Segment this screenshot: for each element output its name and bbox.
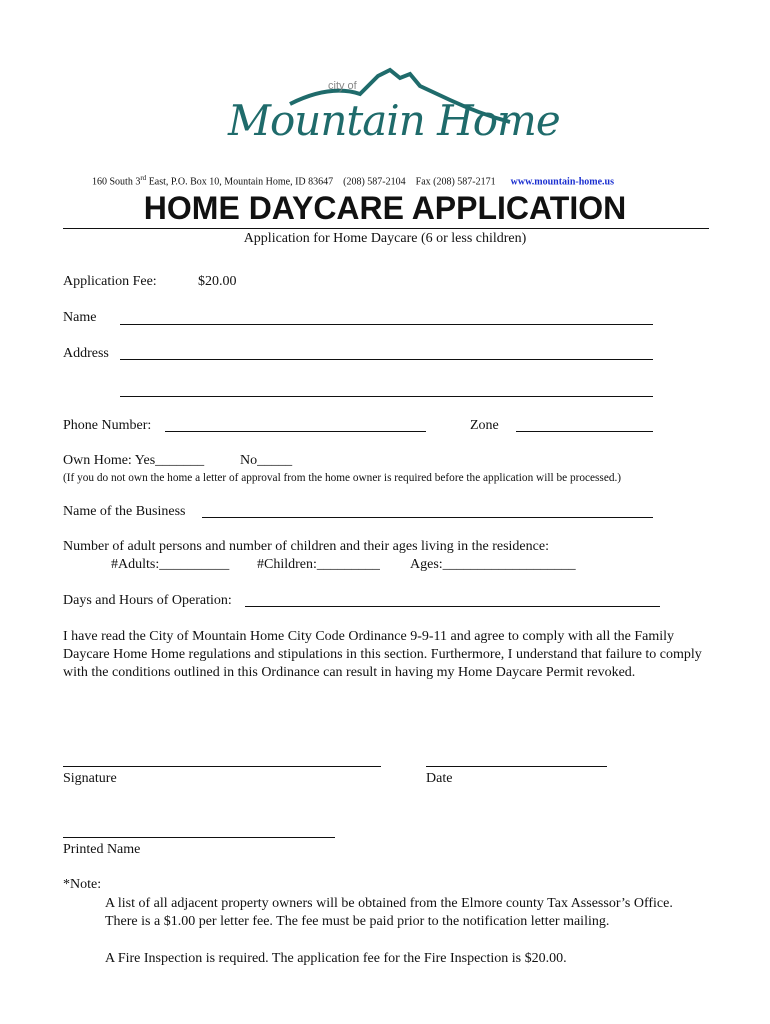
website-link[interactable]: www.mountain-home.us <box>510 176 614 188</box>
page-title: HOME DAYCARE APPLICATION <box>143 190 627 226</box>
phone: (208) 587-2104 <box>343 176 406 188</box>
signature-label: Signature <box>63 771 117 786</box>
zone-label: Zone <box>470 418 499 433</box>
note-paragraph-1: A list of all adjacent property owners will be obtained from the Elmore county Tax Assessor’s Office. There is a $1.00 per letter fee. The fee must be paid prior to the notification letter mailing. <box>105 896 673 929</box>
agreement-text: I have read the City of Mountain Home City Code Ordinance 9-9-11 and agree to comply with all the Family Daycare Home Home regulations and stipulations in this section. Furthermore, I understand that failure to comply with the conditions outlined in this Ordinance can result in having my Home Daycare Permit revoked. <box>63 629 702 680</box>
children-field[interactable]: #Children:_________ <box>257 557 380 572</box>
own-home-no[interactable]: No_____ <box>240 453 293 468</box>
address-label: Address <box>63 346 109 361</box>
adults-field[interactable]: #Adults:__________ <box>111 557 230 572</box>
fee-label: Application Fee: <box>63 274 157 289</box>
phone-label: Phone Number: <box>63 418 152 433</box>
printed-name-field[interactable] <box>63 837 335 838</box>
title-rule <box>63 228 709 229</box>
address-rest: East, P.O. Box 10, Mountain Home, ID 83647 <box>146 176 334 188</box>
subtitle: Application for Home Daycare (6 or less children) <box>243 231 527 246</box>
date-label: Date <box>426 771 453 786</box>
days-field[interactable] <box>245 606 660 607</box>
date-field[interactable] <box>426 766 607 767</box>
address-field-1[interactable] <box>120 359 653 360</box>
header-contact <box>92 174 614 187</box>
note-label: *Note: <box>63 877 102 892</box>
fax: Fax (208) 587-2171 <box>415 176 496 188</box>
note-paragraph-2: A Fire Inspection is required. The application fee for the Fire Inspection is $20.00. <box>105 951 567 966</box>
name-field[interactable] <box>120 324 653 325</box>
days-label: Days and Hours of Operation: <box>63 593 232 608</box>
household-label: Number of adult persons and number of children and their ages living in the residence: <box>63 539 549 554</box>
logo-small-text: city of <box>328 80 357 92</box>
zone-field[interactable] <box>516 431 653 432</box>
name-label: Name <box>63 310 97 325</box>
own-home-note: (If you do not own the home a letter of approval from the home owner is required before the application will be processed.) <box>63 472 622 484</box>
address-sup: rd <box>140 174 147 182</box>
signature-field[interactable] <box>63 766 381 767</box>
business-field[interactable] <box>202 517 653 518</box>
own-home-yes[interactable]: Own Home: Yes_______ <box>63 453 205 468</box>
printed-name-label: Printed Name <box>63 842 141 857</box>
business-label: Name of the Business <box>63 504 186 519</box>
address-field-2[interactable] <box>120 396 653 397</box>
phone-field[interactable] <box>165 431 426 432</box>
logo-main-text: Mountain Home <box>228 96 560 145</box>
ages-field[interactable]: Ages:___________________ <box>410 557 576 572</box>
address: 160 South 3 <box>92 176 141 188</box>
fee-value: $20.00 <box>198 274 237 289</box>
